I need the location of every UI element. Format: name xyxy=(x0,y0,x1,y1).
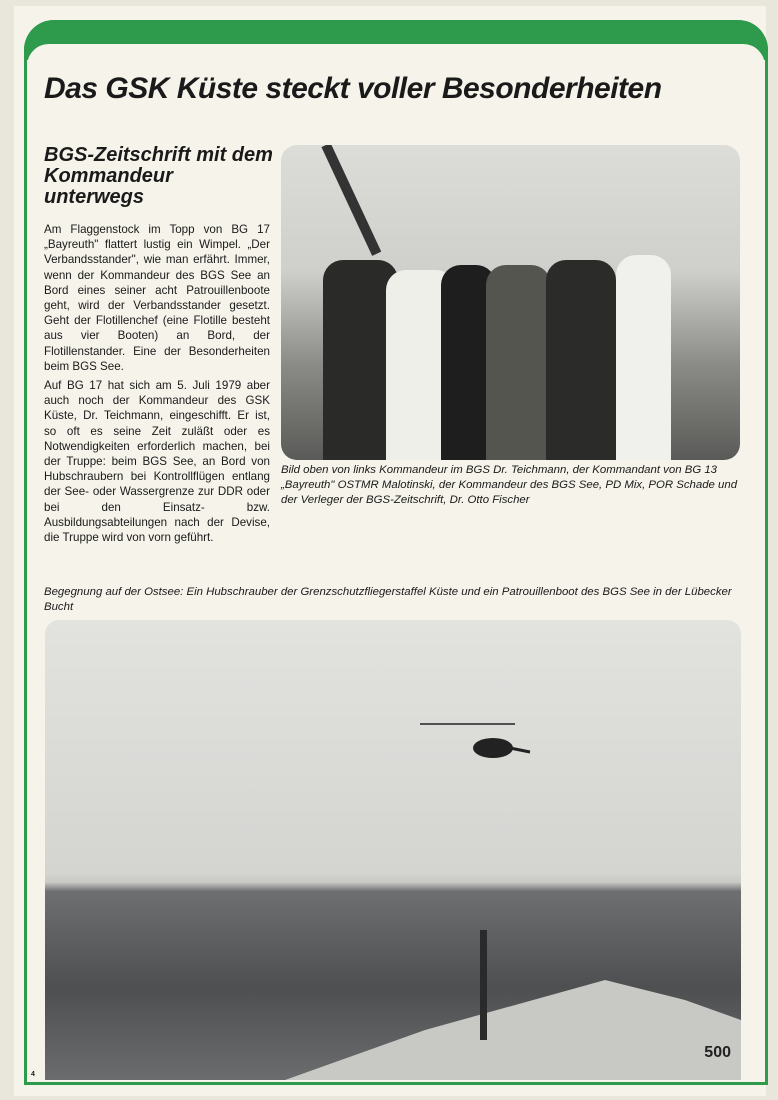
person xyxy=(546,260,616,460)
person xyxy=(486,265,551,460)
photo-top-caption: Bild oben von links Kommandeur im BGS Dr. Teichmann, der Kommandant von BG 13 „Bayreuth" OSTMR Malotinski, der Kommandeur des BGS See, PD Mix, POR Schade und der Verleger der BGS-Zeitschrift, Dr. Otto Fischer xyxy=(281,464,738,506)
page-title: Das GSK Küste steckt voller Besonderheiten xyxy=(44,72,662,105)
photo-bottom-caption: Begegnung auf der Ostsee: Ein Hubschrauber der Grenzschutzfliegerstaffel Küste und ein Patrouillenboot des BGS See in der Lübecker Bucht xyxy=(44,586,732,613)
gun-barrel xyxy=(321,145,381,256)
boat-mast xyxy=(480,930,487,1040)
photo-officers-on-deck xyxy=(281,145,740,460)
page-number: 4 xyxy=(31,1071,35,1078)
article-subheadline: BGS-Zeitschrift mit dem Kommandeur unterwegs xyxy=(44,144,273,208)
photo-helicopter-and-boat xyxy=(45,620,741,1080)
person xyxy=(616,255,671,460)
paragraph: Am Flaggenstock im Topp von BG 17 „Bayreuth" flattert lustig ein Wimpel. „Der Verbandsstander", wie man erfährt. Immer, wenn der Kommandeur des BGS See an Bord eines seiner acht Patrouillenboote geht, wird der Verbandsstander gesetzt. Geht der Flotillenchef (eine Flotille besteht aus vier Booten) an Bord, der Flotillenstander. Eine der Besonderheiten beim BGS See. xyxy=(44,223,270,373)
boat-deck xyxy=(285,980,741,1080)
article-body xyxy=(44,222,270,549)
helicopter-icon xyxy=(420,724,530,758)
hull-number: 500 xyxy=(704,1044,731,1061)
paragraph: Auf BG 17 hat sich am 5. Juli 1979 aber auch noch der Kommandeur des GSK Küste, Dr. Teichmann, eingeschifft. Er ist, so oft es seine Zeit zuläßt oder es Notwendigkeiten erforderlich machen, bei der Truppe: beim BGS See, an Bord von Hubschraubern bei Kontrollflügen entlang der See- oder Wassergrenze zur DDR oder bei den Einsatz- bzw. Ausbildungsabteilungen nach der Devise, die Truppe wird von vorn geführt. xyxy=(44,379,270,545)
scene xyxy=(45,620,741,1080)
